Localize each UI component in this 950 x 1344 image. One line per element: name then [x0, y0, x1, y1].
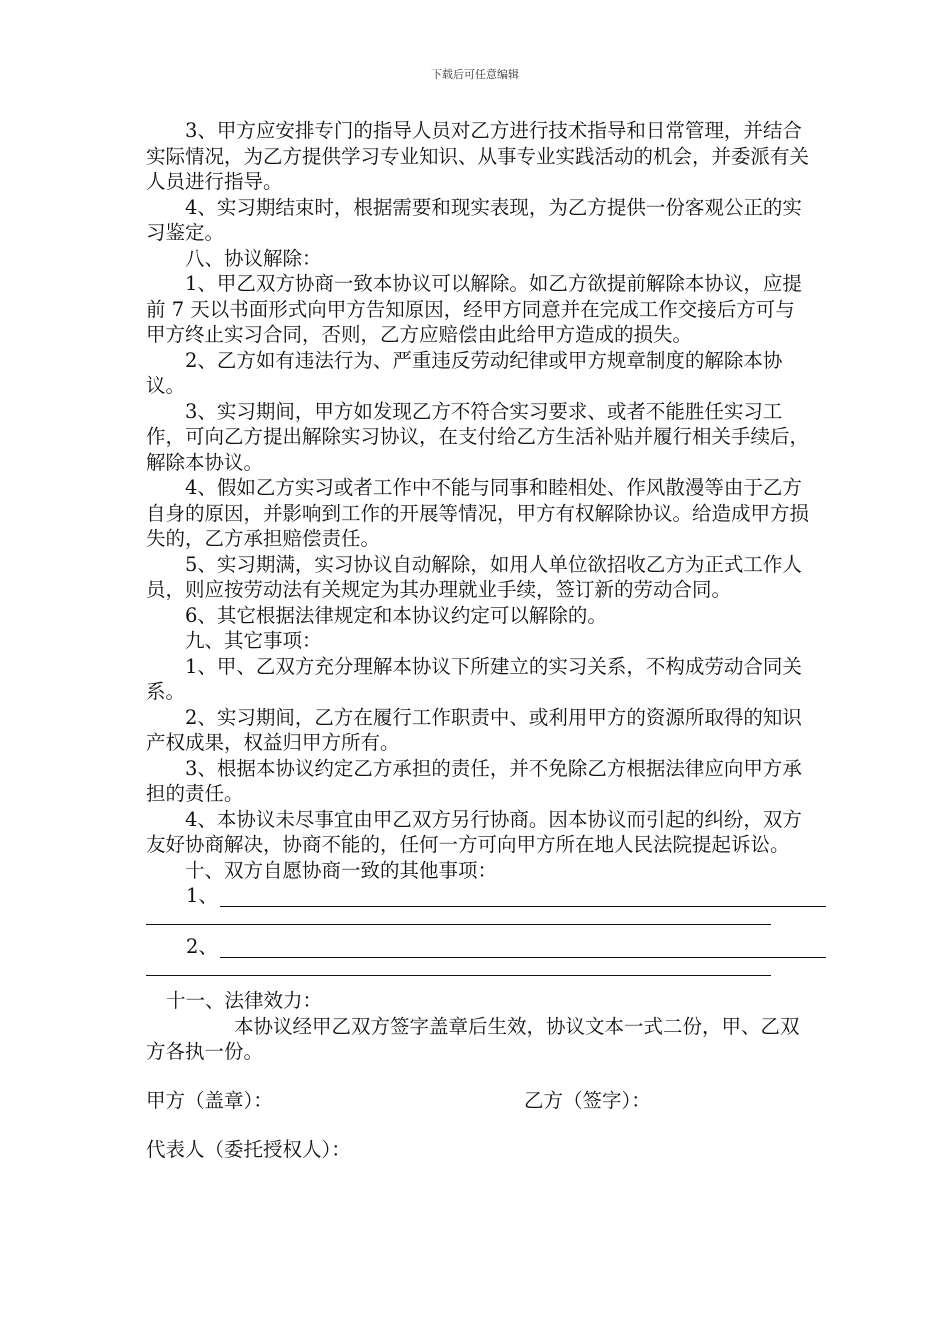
paragraph-8-2: 2、乙方如有违法行为、严重违反劳动纪律或甲方规章制度的解除本协议。 — [146, 348, 783, 397]
paragraph-9-1: 1、甲、乙双方充分理解本协议下所建立的实习关系，不构成劳动合同关系。 — [146, 654, 802, 703]
section-heading-8: 八、协议解除： — [185, 246, 322, 270]
signature-row — [146, 1088, 811, 1113]
paragraph-7-4: 4、实习期结束时，根据需要和现实表现，为乙方提供一份客观公正的实习鉴定。 — [146, 195, 802, 244]
paragraph-9-2: 2、实习期间，乙方在履行工作职责中、或利用甲方的资源所取得的知识产权成果，权益归甲方所有。 — [146, 705, 802, 754]
paragraph-9-4: 4、本协议未尽事宜由甲乙双方另行协商。因本协议而引起的纠纷，双方友好协商解决，协商不能的，任何一方可向甲方所在地人民法院提起诉讼。 — [146, 807, 802, 856]
blank-item-1-underline — [220, 906, 826, 907]
paragraph-8-4: 4、假如乙方实习或者工作中不能与同事和睦相处、作风散漫等由于乙方自身的原因，并影响到工作的开展等情况，甲方有权解除协议。给造成甲方损失的，乙方承担赔偿责任。 — [146, 476, 810, 550]
paragraph-8-3: 3、实习期间，甲方如发现乙方不符合实习要求、或者不能胜任实习工作，可向乙方提出解除实习协议，在支付给乙方生活补贴并履行相关手续后，解除本协议。 — [146, 399, 810, 474]
section-heading-11: 十一、法律效力： — [166, 989, 323, 1012]
paragraph-9-3: 3、根据本协议约定乙方承担的责任，并不免除乙方根据法律应向甲方承担的责任。 — [146, 756, 802, 805]
party-a-seal-label: 甲方（盖章）： — [146, 1088, 273, 1112]
section-heading-10: 十、双方自愿协商一致的其他事项： — [185, 858, 498, 882]
party-b-signature-label: 乙方（签字）： — [524, 1088, 651, 1112]
section-heading-9: 九、其它事项： — [185, 629, 322, 652]
blank-item-2-number: 2、 — [186, 935, 218, 958]
blank-item-2-continuation — [146, 960, 811, 986]
blank-item-2 — [146, 934, 811, 960]
blank-item-1-number: 1、 — [186, 884, 218, 907]
paragraph-8-5: 5、实习期满，实习协议自动解除，如用人单位欲招收乙方为正式工作人员，则应按劳动法有关规定为其办理就业手续，签订新的劳动合同。 — [146, 552, 802, 601]
paragraph-8-1: 1、甲乙双方协商一致本协议可以解除。如乙方欲提前解除本协议，应提前 7 天以书面形式向甲方告知原因，经甲方同意并在完成工作交接后方可与甲方终止实习合同，否则，乙方应赔偿由此给甲方造成的损失。 — [146, 272, 802, 346]
blank-item-1-underline-2 — [146, 924, 771, 925]
paragraph-8-6: 6、其它根据法律规定和本协议约定可以解除的。 — [185, 603, 607, 627]
paragraph-7-3: 3、甲方应安排专门的指导人员对乙方进行技术指导和日常管理，并结合实际情况，为乙方提供学习专业知识、从事专业实践活动的机会，并委派有关人员进行指导。 — [146, 119, 810, 193]
paragraph-11: 本协议经甲乙双方签字盖章后生效，协议文本一式二份，甲、乙双方各执一份。 — [146, 1014, 800, 1063]
representative-label: 代表人（委托授权人）： — [146, 1137, 351, 1161]
document-body — [146, 118, 811, 1162]
blank-item-1-continuation — [146, 909, 811, 935]
blank-item-1 — [146, 883, 811, 909]
page-header: 下载后可任意编辑 — [431, 68, 519, 81]
blank-item-2-underline-2 — [146, 975, 771, 976]
blank-item-2-underline — [220, 957, 826, 958]
